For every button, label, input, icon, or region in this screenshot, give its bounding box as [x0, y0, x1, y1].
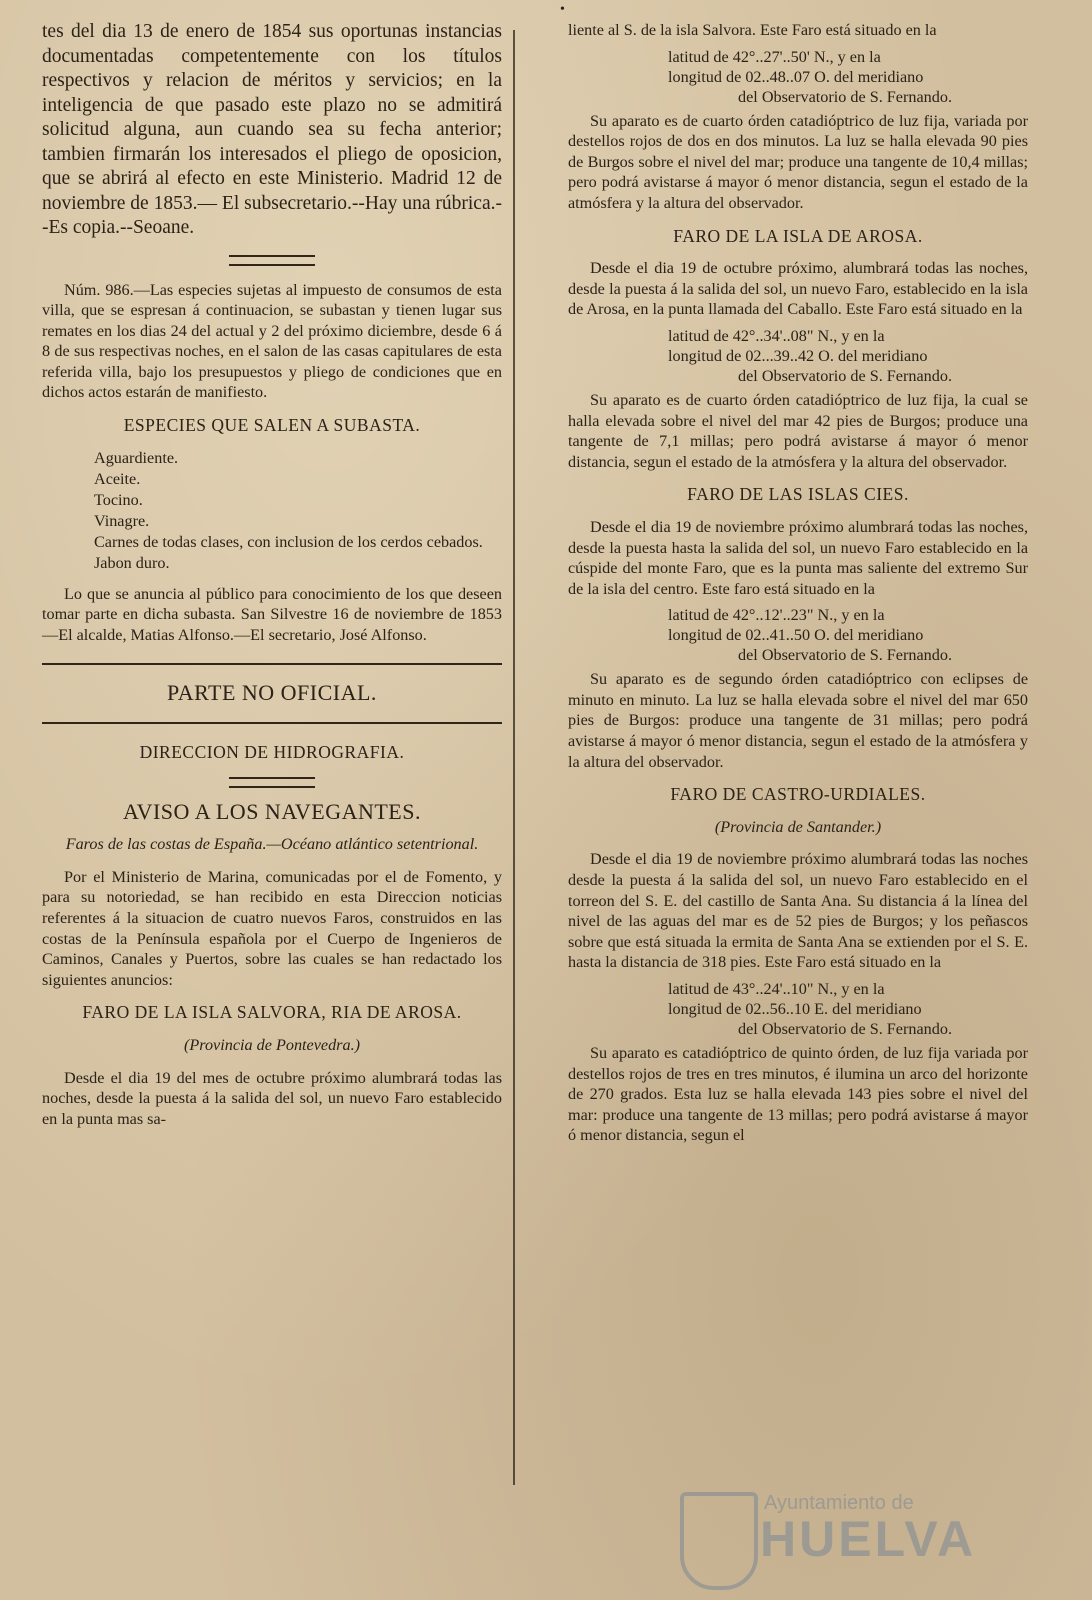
castro-heading: FARO DE CASTRO-URDIALES.: [670, 784, 926, 805]
announcement-986: Núm. 986.—Las especies sujetas al impuesto de consumos de esta villa, que se espresan á continuacion, se subastan y tienen lugar sus remates en los dias 24 del actual y 2 del próximo diciembre, desde 6 á 8 de sus respectivas noches, en el salon de las casas capitulares de esta referida villa, bajo los presupuestos y pliego de condiciones que en dichos actos estarán de manifiesto.: [42, 280, 502, 402]
salvora-province: (Provincia de Pontevedra.): [183, 1035, 361, 1054]
section-rule: [42, 663, 502, 665]
especies-list: [94, 448, 502, 574]
arosa-latitude: latitud de 42°..34'..08" N., y en la: [668, 326, 885, 345]
list-item: Tocino.: [94, 490, 143, 509]
castro-longitude: longitud de 02..56..10 E. del meridiano: [668, 1000, 922, 1018]
list-item: Carnes de todas clases, con inclusion de los cerdos cebados.: [94, 532, 483, 551]
watermark-big-text: HUELVA: [760, 1511, 977, 1567]
salvora-observatory: del Observatorio de S. Fernando.: [738, 87, 952, 106]
column-rule: [513, 30, 515, 1485]
cies-paragraph: Desde el dia 19 de noviembre próximo alumbrará todas las noches, desde la puesta hasta la salida del sol, un nuevo Faro establecido en la cúspide del monte Faro, que es la punta mas saliente del extremo Sur de la isla del centro. Este faro está situado en la: [568, 517, 1028, 598]
arosa-aparato: Su aparato es de cuarto órden catadióptrico de luz fija, la cual se halla elevada sobre el nivel del mar 42 pies de Burgos; produce una tangente de 7,1 millas; pero podrá avistarse á mayor ó menor distancia, segun el estado de la atmósfera y la altura del observador.: [568, 390, 1028, 471]
cies-aparato: Su aparato es de segundo órden catadióptrico con eclipses de minuto en minuto. La luz se halla elevada sobre el nivel del mar 650 pies de Burgos: produce una tangente de 31 millas; pero podrá avistarse á mayor ó menor distancia, segun el estado de la atmósfera y la altura del observador.: [568, 670, 1028, 771]
list-item: Aguardiente.: [94, 448, 179, 467]
salvora-continued: liente al S. de la isla Salvora. Este Faro está situado en la: [568, 21, 937, 39]
ornament-divider: [229, 777, 315, 788]
cies-longitude: longitud de 02..41..50 O. del meridiano: [668, 626, 924, 645]
salvora-aparato: Su aparato es de cuarto órden catadióptrico de luz fija, variada por destellos rojos de dos en dos minutos. La luz se halla elevada 90 pies de Burgos sobre el nivel del mar; produce una tangente de 10,4 millas; pero podrá avistarse á mayor ó menor distancia, segun el estado de la atmósfera y la altura del observador.: [568, 111, 1028, 212]
left-column: [42, 20, 502, 1135]
intro-paragraph: tes del dia 13 de enero de 1854 sus oportunas instancias documentadas competentemente con los títulos respectivos y relacion de méritos y servicios; en la inteligencia de que pasado este plazo no se admitirá solicitud alguna, aun cuando sea su fecha anterior; tambien firmarán los interesados el pliego de oposicion, que se abrirá al efecto en este Ministerio. Madrid 12 de noviembre de 1853.— El subsecretario.--Hay una rúbrica.--Es copia.--Seoane.: [42, 21, 502, 238]
intro-block: [42, 20, 502, 241]
page-mark: •: [560, 2, 565, 17]
section-rule: [42, 722, 502, 724]
arosa-paragraph: Desde el dia 19 de octubre próximo, alumbrará todas las noches, desde la puesta á la salida del sol, un nuevo Faro, establecido en la isla de Arosa, en la punta llamada del Caballo. Este Faro está situado en la: [568, 259, 1028, 319]
especies-heading: ESPECIES QUE SALEN A SUBASTA.: [123, 415, 421, 436]
arosa-longitude: longitud de 02...39..42 O. del meridiano: [668, 346, 928, 365]
castro-province: (Provincia de Santander.): [714, 817, 882, 836]
aviso-heading: AVISO A LOS NAVEGANTES.: [123, 798, 421, 824]
cies-latitude: latitud de 42°..12'..23" N., y en la: [668, 606, 885, 625]
cies-observatory: del Observatorio de S. Fernando.: [738, 646, 952, 665]
castro-observatory: del Observatorio de S. Fernando.: [738, 1020, 952, 1038]
salvora-latitude: latitud de 42°..27'..50' N., y en la: [668, 47, 881, 66]
right-column: [568, 20, 1028, 1152]
salvora-longitude: longitud de 02..48..07 O. del meridiano: [668, 67, 924, 86]
shield-icon: [680, 1492, 758, 1590]
parte-heading: PARTE NO OFICIAL.: [167, 680, 377, 706]
salvora-paragraph: Desde el dia 19 del mes de octubre próximo alumbrará todas las noches, desde la puesta á la salida del sol, un nuevo Faro establecido en la punta mas sa-: [42, 1068, 502, 1128]
arosa-heading: FARO DE LA ISLA DE AROSA.: [673, 225, 923, 246]
faros-subtitle: Faros de las costas de España.—Océano atlántico setentrional.: [65, 835, 479, 854]
ministerio-paragraph: Por el Ministerio de Marina, comunicadas por el de Fomento, y para su notoriedad, se han recibido en esta Direccion noticias referentes á la situacion de cuatro nuevos Faros, construidos en las costas de la Península española por el Cuerpo de Ingenieros de Caminos, Canales y Puertos, sobre las cuales se han redactado los siguientes anuncios:: [42, 867, 502, 989]
salvora-heading: FARO DE LA ISLA SALVORA, RIA DE AROSA.: [82, 1002, 462, 1023]
list-item: Aceite.: [94, 469, 141, 488]
list-item: Jabon duro.: [94, 553, 170, 572]
arosa-observatory: del Observatorio de S. Fernando.: [738, 366, 952, 385]
direccion-heading: DIRECCION DE HIDROGRAFIA.: [139, 742, 405, 763]
castro-latitude: latitud de 43°..24'..10" N., y en la: [668, 980, 885, 998]
ornament-divider: [229, 255, 315, 266]
cies-heading: FARO DE LAS ISLAS CIES.: [687, 484, 909, 505]
list-item: Vinagre.: [94, 511, 150, 530]
castro-paragraph: Desde el dia 19 de noviembre próximo alumbrará todas las noches desde la puesta á la salida del sol, un nuevo Faro establecido en el torreon del S. E. del castillo de Santa Ana. Su distancia á la línea del nivel de las aguas del mar es de 52 pies de Burgos; y los peñascos sobre que está situada la ermita de Santa Ana se extienden por el S. E. hasta la distancia de 318 pies. Este Faro está situado en la: [568, 850, 1028, 972]
huelva-watermark: [680, 1490, 1010, 1590]
watermark-small-text: Ayuntamiento de: [764, 1492, 914, 1514]
castro-aparato: Su aparato es catadióptrico de quinto órden, de luz fija variada por destellos rojos de tres en tres minutos, é ilumina un arco del horizonte de 270 grados. Esta luz se halla elevada 143 pies sobre el nivel del mar: produce una tangente de 13 millas; pero podrá avistarse á mayor ó menor distancia, segun el: [568, 1044, 1028, 1145]
anuncio-paragraph: Lo que se anuncia al público para conocimiento de los que deseen tomar parte en dicha subasta. San Silvestre 16 de noviembre de 1853 —El alcalde, Matias Alfonso.—El secretario, José Alfonso.: [42, 584, 502, 644]
